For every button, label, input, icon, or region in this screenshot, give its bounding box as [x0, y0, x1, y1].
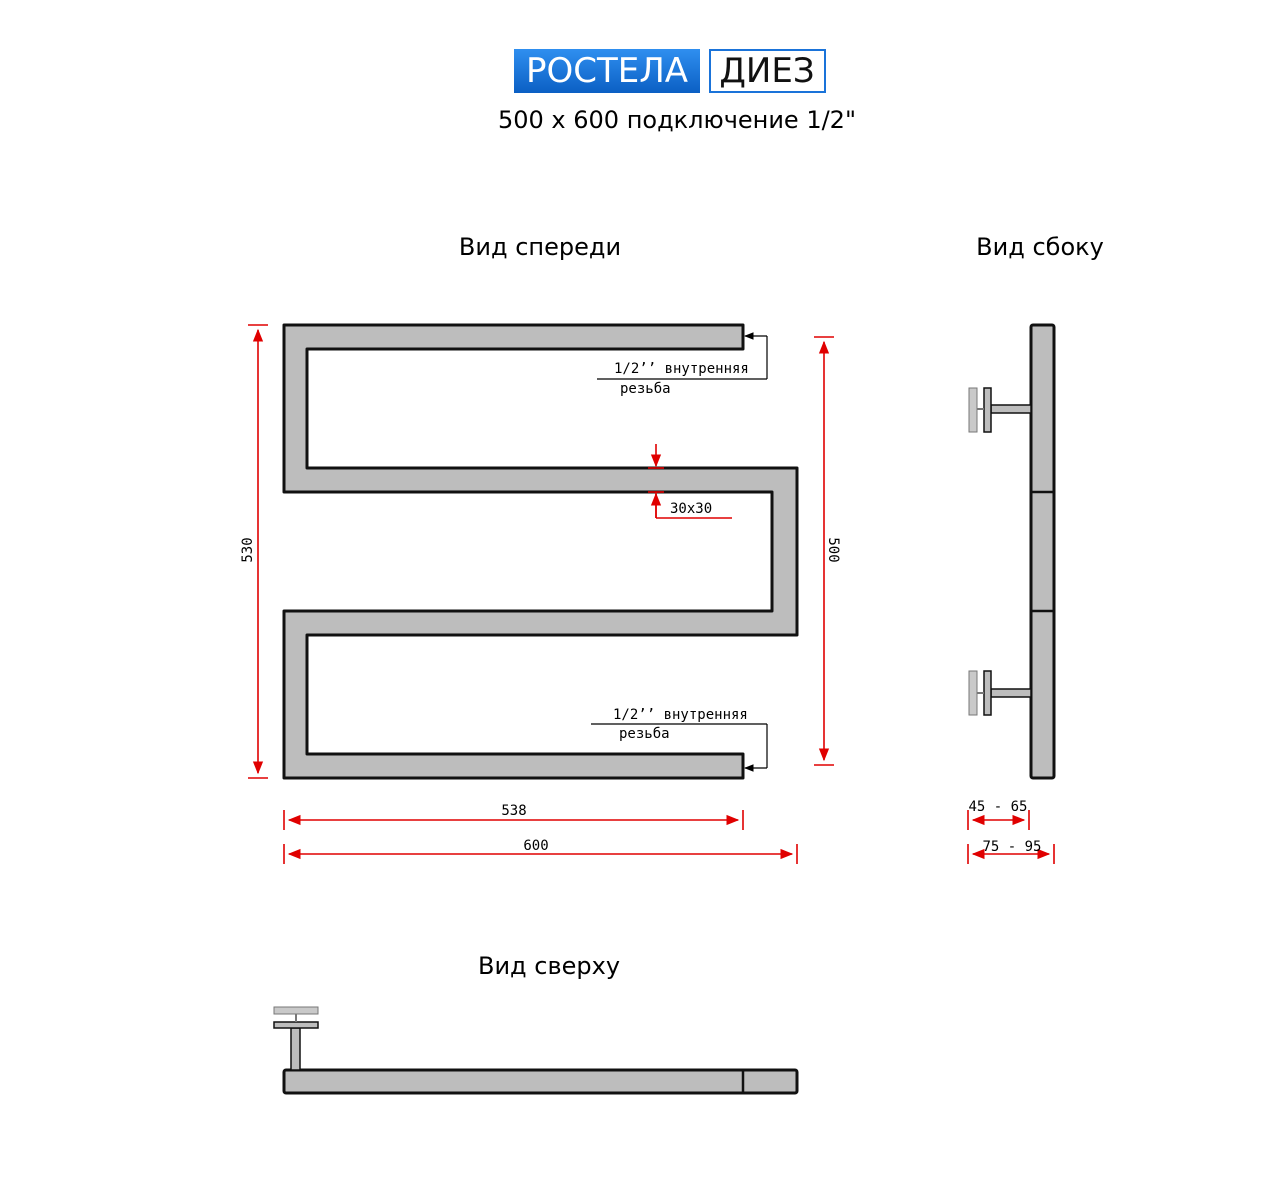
dimension-side-mount-2 [968, 839, 1054, 864]
wall-mount-lower [969, 671, 1031, 715]
thread-bottom-line1: 1/2’’ внутренняя [613, 707, 748, 723]
front-view-title: Вид спереди [458, 233, 622, 261]
side-mount-1-label: 45 - 65 [968, 799, 1028, 815]
brand-name-part2: ДИЕЗ [719, 51, 815, 91]
thread-bottom-line2: резьба [619, 726, 670, 742]
model-subtitle: 500 x 600 подключение 1/2" [497, 106, 857, 134]
profile-size-label: 30x30 [670, 501, 713, 517]
wall-mount-top [274, 1007, 318, 1070]
dimension-width-inner [284, 803, 743, 830]
towel-rail-top [284, 1070, 797, 1093]
thread-top-line1: 1/2’’ внутренняя [614, 361, 749, 377]
towel-rail-side [1031, 325, 1054, 778]
side-mount-2-label: 75 - 95 [982, 839, 1042, 855]
width-total-label: 600 [523, 838, 549, 854]
wall-mount-upper [969, 388, 1031, 432]
dimension-side-mount-1 [968, 799, 1029, 830]
thread-top-line2: резьба [620, 381, 671, 397]
dimension-height-total [240, 325, 268, 778]
height-total-label: 530 [240, 537, 256, 563]
brand-name-part1: РОСТЕЛА [525, 51, 689, 91]
height-center-label: 500 [825, 537, 841, 563]
brand-logo [514, 49, 825, 93]
top-view-title: Вид сверху [477, 952, 621, 980]
side-view-title: Вид сбоку [976, 233, 1104, 261]
width-inner-label: 538 [501, 803, 527, 819]
dimension-width-total [284, 838, 797, 864]
dimension-height-center [814, 337, 841, 765]
